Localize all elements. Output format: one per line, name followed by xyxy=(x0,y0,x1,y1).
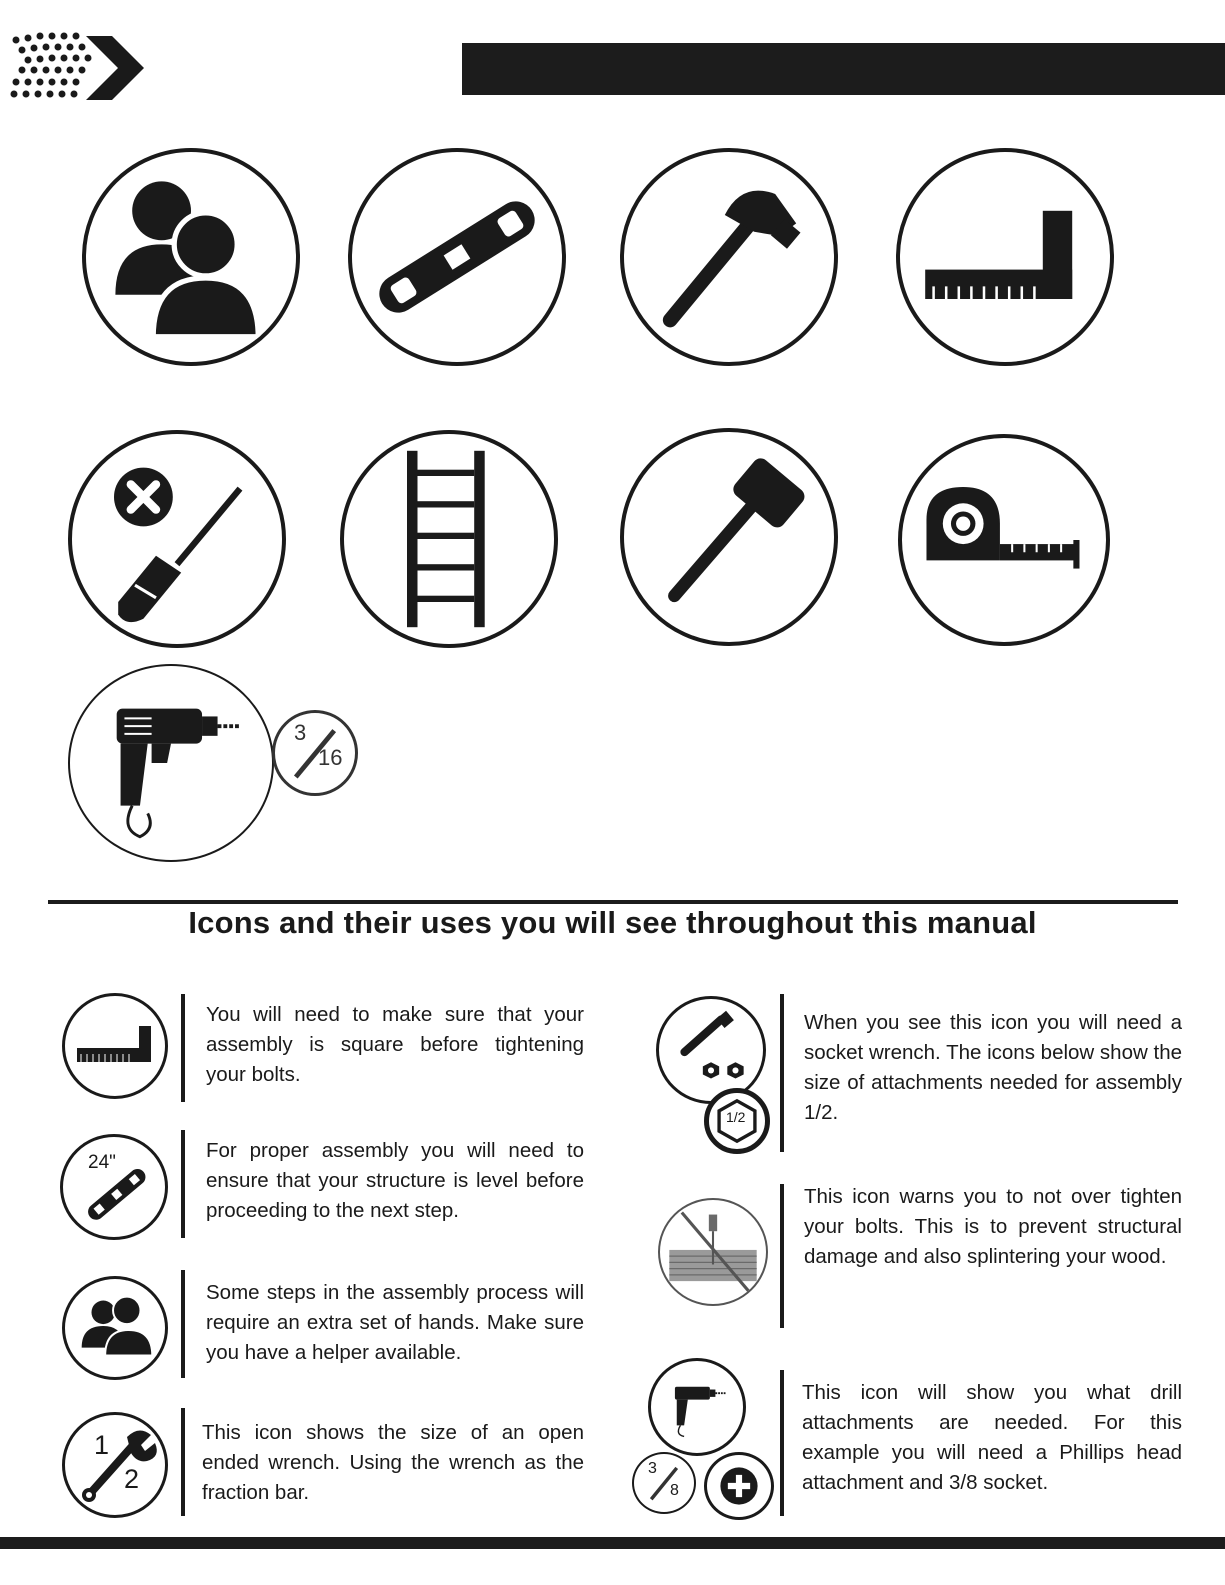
level-icon xyxy=(348,148,566,366)
tape-measure-icon xyxy=(898,434,1110,646)
legend-level-icon xyxy=(60,1134,168,1240)
square-ruler-icon xyxy=(896,148,1114,366)
legend-square-icon xyxy=(62,993,168,1099)
legend-square-text: You will need to make sure that your assembly is square before tightening your bolts. xyxy=(206,1003,584,1086)
claw-hammer-icon xyxy=(620,148,838,366)
footer-bar xyxy=(0,1537,1225,1549)
legend-divider xyxy=(780,994,784,1152)
legend-socket-size: 1/2 xyxy=(726,1109,746,1125)
legend-drill-numerator: 3 xyxy=(648,1460,657,1477)
legend-socket-text: When you see this icon you will need a socket wrench. The icons below show the size of attachments needed for assembly 1/2. xyxy=(804,1011,1182,1124)
drill-icon xyxy=(68,664,274,862)
legend-divider xyxy=(181,1130,185,1238)
section-divider xyxy=(48,900,1178,904)
legend-no-overtighten-icon xyxy=(658,1198,768,1306)
drill-bit-denominator: 16 xyxy=(318,745,343,770)
legend-wrench-denominator: 2 xyxy=(124,1464,140,1494)
legend-overtighten-text: This icon warns you to not over tighten your bolts. This is to prevent structural damage and also splintering your wood. xyxy=(804,1185,1182,1268)
helpers-icon xyxy=(82,148,300,366)
drill-bit-numerator: 3 xyxy=(294,720,307,745)
brand-arrow-logo xyxy=(8,30,148,105)
phillips-screwdriver-icon xyxy=(68,430,286,648)
legend-socket-icon xyxy=(656,996,766,1104)
section-heading: Icons and their uses you will see throughout this manual xyxy=(188,905,1037,940)
legend-divider xyxy=(181,994,185,1102)
legend-helper-text: Some steps in the assembly process will require an extra set of hands. Make sure you have a helper available. xyxy=(206,1281,584,1364)
legend-wrench-numerator: 1 xyxy=(94,1430,110,1460)
legend-divider xyxy=(780,1184,784,1328)
legend-level-text: For proper assembly you will need to ensure that your structure is level before proceeding to the next step. xyxy=(206,1139,584,1222)
legend-phillips-head-badge xyxy=(704,1452,774,1520)
mallet-icon xyxy=(620,428,838,646)
legend-drill-denominator: 8 xyxy=(670,1482,679,1499)
legend-divider xyxy=(181,1408,185,1516)
legend-divider xyxy=(181,1270,185,1378)
header-bar xyxy=(462,43,1225,95)
legend-drill-bit-badge xyxy=(632,1452,696,1514)
legend-wrench-icon xyxy=(62,1412,168,1518)
legend-helper-icon xyxy=(62,1276,168,1380)
legend-divider xyxy=(780,1370,784,1516)
ladder-icon xyxy=(340,430,558,648)
legend-drill-text: This icon will show you what drill attachments are needed. For this example you will need a Phillips head attachment and 3/8 socket. xyxy=(802,1381,1182,1494)
legend-level-size: 24" xyxy=(88,1152,116,1173)
legend-drill-icon xyxy=(648,1358,746,1456)
legend-wrench-text: This icon shows the size of an open ended wrench. Using the wrench as the fraction bar. xyxy=(202,1421,584,1504)
drill-bit-size-badge xyxy=(272,710,358,796)
